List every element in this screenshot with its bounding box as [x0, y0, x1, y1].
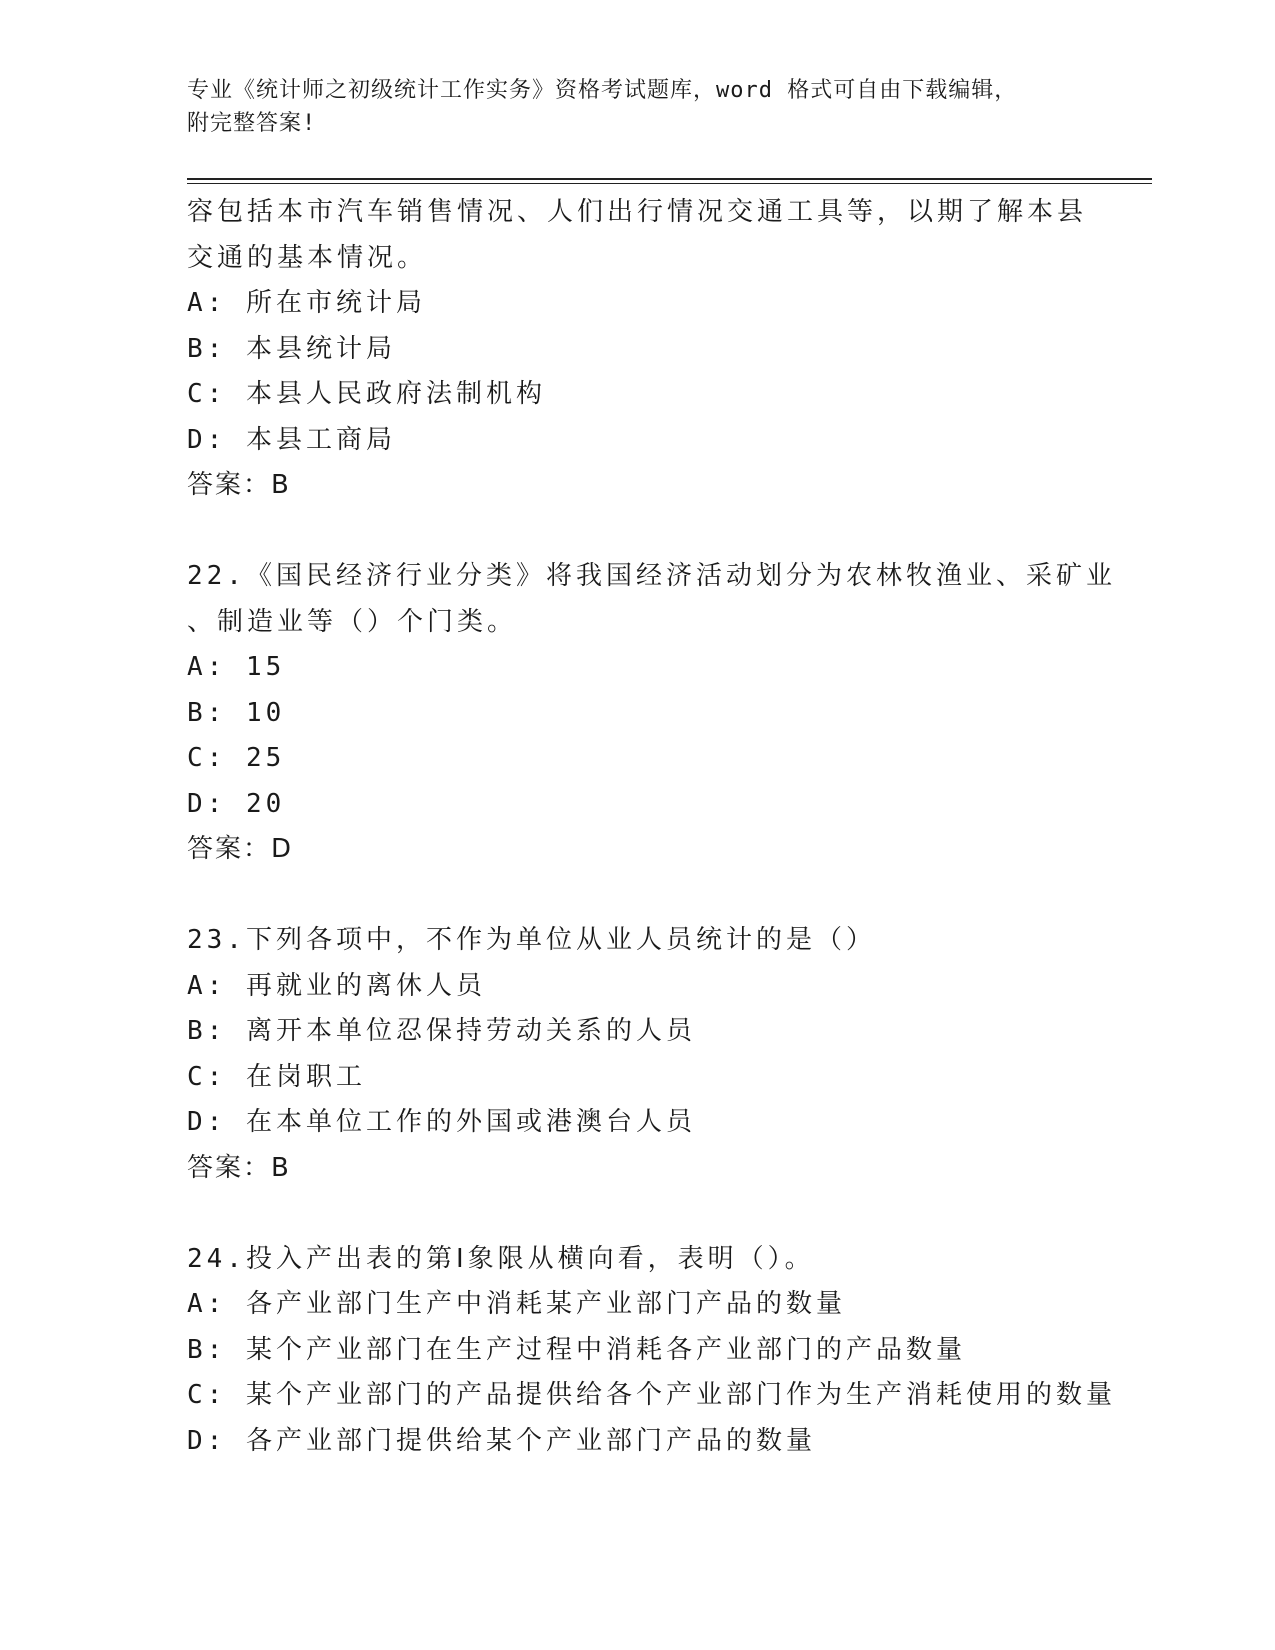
- option-a: A: 各产业部门生产中消耗某产业部门产品的数量: [187, 1289, 846, 1319]
- option-a: A: 所在市统计局: [187, 288, 426, 318]
- question-text: 容包括本市汽车销售情况、人们出行情况交通工具等，以期了解本县: [187, 197, 1088, 227]
- question-text: 24.投入产出表的第Ⅰ象限从横向看，表明（）。: [187, 1243, 815, 1274]
- option-c: C: 某个产业部门的产品提供给各个产业部门作为生产消耗使用的数量: [187, 1380, 1116, 1410]
- question-block-continuation: [187, 190, 1087, 509]
- question-block-23: [187, 918, 1087, 1191]
- option-b: B: 10: [187, 697, 286, 728]
- question-block-24: [187, 1237, 1116, 1465]
- answer-line: 答案：B: [187, 1152, 291, 1183]
- answer-line: 答案：B: [187, 470, 291, 500]
- question-content: [187, 190, 1116, 1464]
- header-line-1: 专业《统计师之初级统计工作实务》资格考试题库，word 格式可自由下载编辑，: [187, 78, 1018, 103]
- header-divider-top: [187, 178, 1152, 180]
- option-c: C: 本县人民政府法制机构: [187, 379, 546, 409]
- option-a: A: 15: [187, 652, 286, 682]
- option-d: D: 本县工商局: [187, 424, 396, 455]
- option-c: C: 25: [187, 743, 286, 773]
- question-text: 、制造业等（）个门类。: [187, 606, 518, 637]
- option-a: A: 再就业的离休人员: [187, 970, 486, 1001]
- question-text: 交通的基本情况。: [187, 242, 428, 273]
- option-d: D: 在本单位工作的外国或港澳台人员: [187, 1107, 696, 1137]
- option-b: B: 本县统计局: [187, 333, 396, 364]
- option-c: C: 在岗职工: [187, 1061, 366, 1092]
- option-d: D: 20: [187, 788, 286, 819]
- option-d: D: 各产业部门提供给某个产业部门产品的数量: [187, 1425, 816, 1456]
- option-b: B: 某个产业部门在生产过程中消耗各产业部门的产品数量: [187, 1334, 966, 1365]
- question-text: 22.《国民经济行业分类》将我国经济活动划分为农林牧渔业、采矿业: [187, 561, 1116, 591]
- option-b: B: 离开本单位忍保持劳动关系的人员: [187, 1016, 696, 1046]
- answer-line: 答案：D: [187, 834, 294, 864]
- document-header: [187, 74, 1067, 140]
- question-text: 23.下列各项中，不作为单位从业人员统计的是（）: [187, 925, 876, 955]
- header-line-2: 附完整答案!: [187, 111, 317, 136]
- question-block-22: [187, 554, 1116, 873]
- header-divider-bottom: [187, 183, 1152, 184]
